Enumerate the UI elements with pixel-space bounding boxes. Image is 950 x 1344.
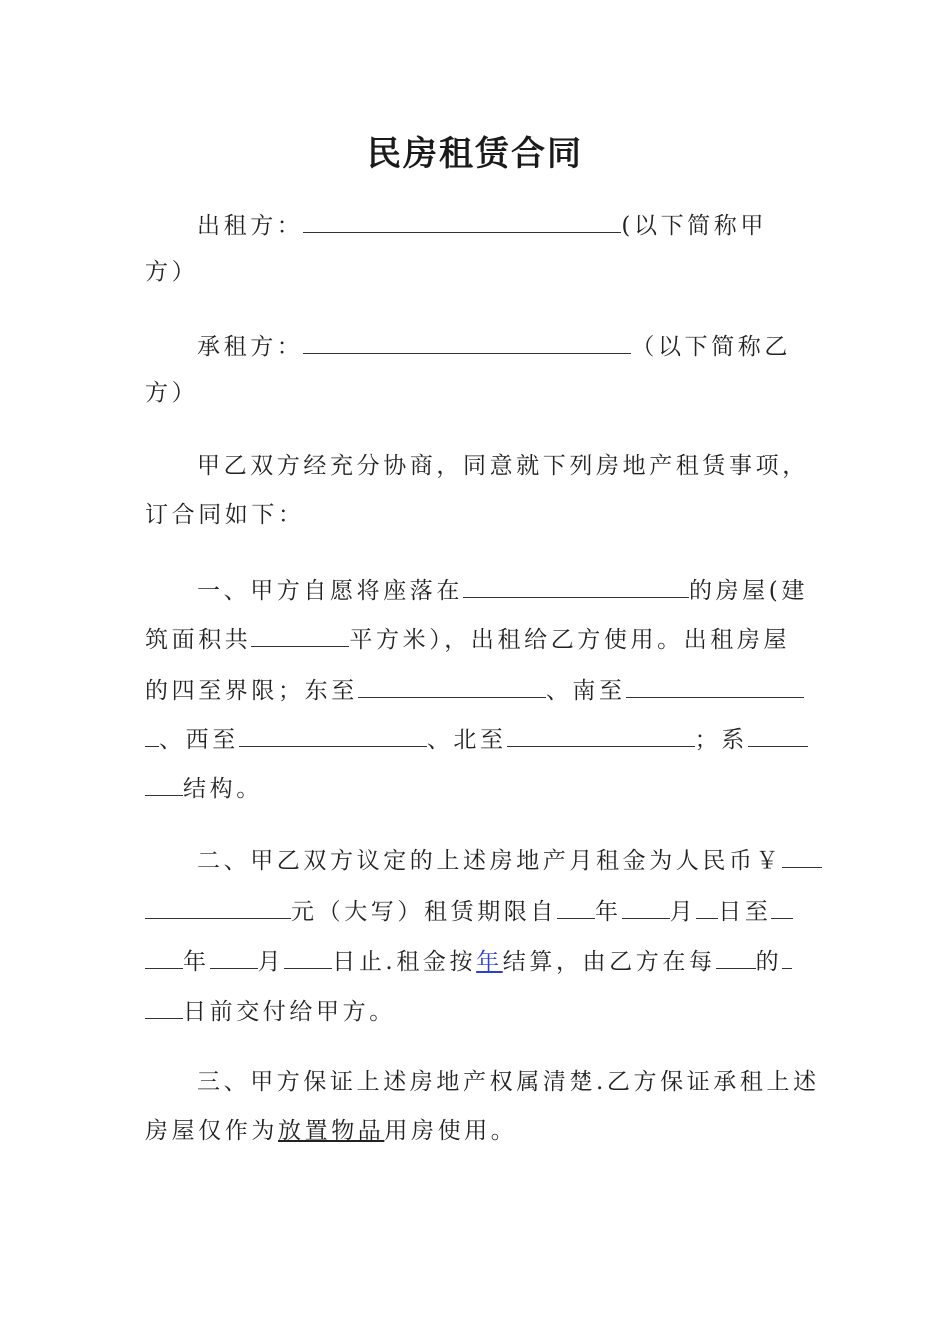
area-blank[interactable] (251, 622, 349, 647)
lessor-label: 出租方： (197, 213, 304, 239)
clause2-text: 月 (669, 899, 697, 925)
clause2-line-3 (145, 944, 792, 977)
lessor-line (197, 208, 767, 241)
clause1-text: 的四至界限；东至 (145, 678, 358, 704)
clause2-line-1 (197, 843, 822, 876)
clause1-text: 、北至 (426, 727, 507, 753)
clause1-text: 筑面积共 (145, 627, 252, 653)
east-boundary-blank[interactable] (358, 673, 546, 698)
clause1-text: 一、甲方自愿将座落在 (197, 578, 463, 604)
lessee-label: 承租方： (197, 334, 304, 360)
payment-day-blank-cont[interactable] (145, 994, 183, 1019)
clause2-text: 日至 (718, 899, 772, 925)
clause2-text: 日止.租金按 (332, 949, 477, 975)
start-year-blank[interactable] (557, 894, 595, 919)
clause1-text: 、西至 (159, 727, 239, 753)
clause3-text: 房屋仅作为 (145, 1118, 278, 1144)
clause3-text: 用房使用。 (384, 1118, 518, 1144)
south-boundary-blank[interactable] (626, 673, 804, 698)
clause2-text: 年 (183, 949, 210, 975)
clause1-line-3 (145, 673, 804, 706)
clause2-text: 元（大写）租赁期限自 (291, 899, 557, 925)
rent-amount-blank-cont[interactable] (145, 894, 291, 919)
payment-period-blank[interactable] (716, 944, 756, 969)
start-day-blank[interactable] (696, 894, 718, 919)
clause3-line-1: 三、甲方保证上述房地产权属清楚.乙方保证承租上述 (197, 1069, 820, 1095)
location-blank[interactable] (463, 573, 689, 598)
clause1-text: 平方米），出租给乙方使用。出租房屋 (349, 627, 791, 653)
settlement-period-link[interactable]: 年 (476, 949, 503, 975)
clause1-text: 结构。 (183, 776, 263, 802)
start-month-blank[interactable] (622, 894, 670, 919)
lessee-name-blank[interactable] (303, 329, 631, 354)
clause1-line-1 (197, 573, 808, 606)
south-boundary-blank-cont[interactable] (145, 722, 159, 747)
clause3-line-2 (145, 1116, 517, 1146)
north-boundary-blank[interactable] (507, 722, 695, 747)
clause2-text: 二、甲乙双方议定的上述房地产月租金为人民币￥ (197, 848, 783, 874)
payment-day-blank[interactable] (782, 944, 792, 969)
document-title: 民房租赁合同 (367, 134, 583, 174)
clause2-line-2 (145, 894, 793, 927)
clause1-line-4 (145, 722, 808, 755)
clause1-text: 、南至 (545, 678, 626, 704)
clause2-line-4 (145, 994, 396, 1027)
lessor-line-cont: 方） (145, 259, 199, 285)
clause2-text: 月 (257, 949, 285, 975)
lessee-line (197, 329, 791, 362)
usage-purpose-filled: 放置物品 (278, 1118, 385, 1144)
end-year-blank-cont[interactable] (145, 944, 183, 969)
lessee-suffix: （以下简称乙 (631, 334, 792, 360)
clause2-text: 年 (595, 899, 622, 925)
lessor-name-blank[interactable] (303, 208, 621, 233)
clause2-text: 日前交付给甲方。 (183, 999, 396, 1025)
structure-blank[interactable] (748, 722, 808, 747)
end-day-blank[interactable] (284, 944, 332, 969)
clause1-text: ；系 (694, 727, 748, 753)
clause2-text: 结算，由乙方在每 (502, 949, 716, 975)
structure-blank-cont[interactable] (145, 771, 183, 796)
intro-line-2: 订合同如下： (145, 502, 305, 528)
clause1-text: 的房屋(建 (689, 578, 808, 604)
west-boundary-blank[interactable] (239, 722, 427, 747)
intro-line-1: 甲乙双方经充分协商，同意就下列房地产租赁事项， (197, 453, 809, 479)
end-month-blank[interactable] (210, 944, 258, 969)
clause2-text: 的 (755, 949, 783, 975)
end-year-blank[interactable] (771, 894, 793, 919)
clause1-line-2 (145, 622, 790, 655)
rent-amount-blank[interactable] (782, 843, 822, 868)
lessee-line-cont: 方） (145, 380, 199, 406)
lessor-suffix: (以下简称甲 (621, 213, 767, 239)
clause1-line-5 (145, 771, 263, 804)
